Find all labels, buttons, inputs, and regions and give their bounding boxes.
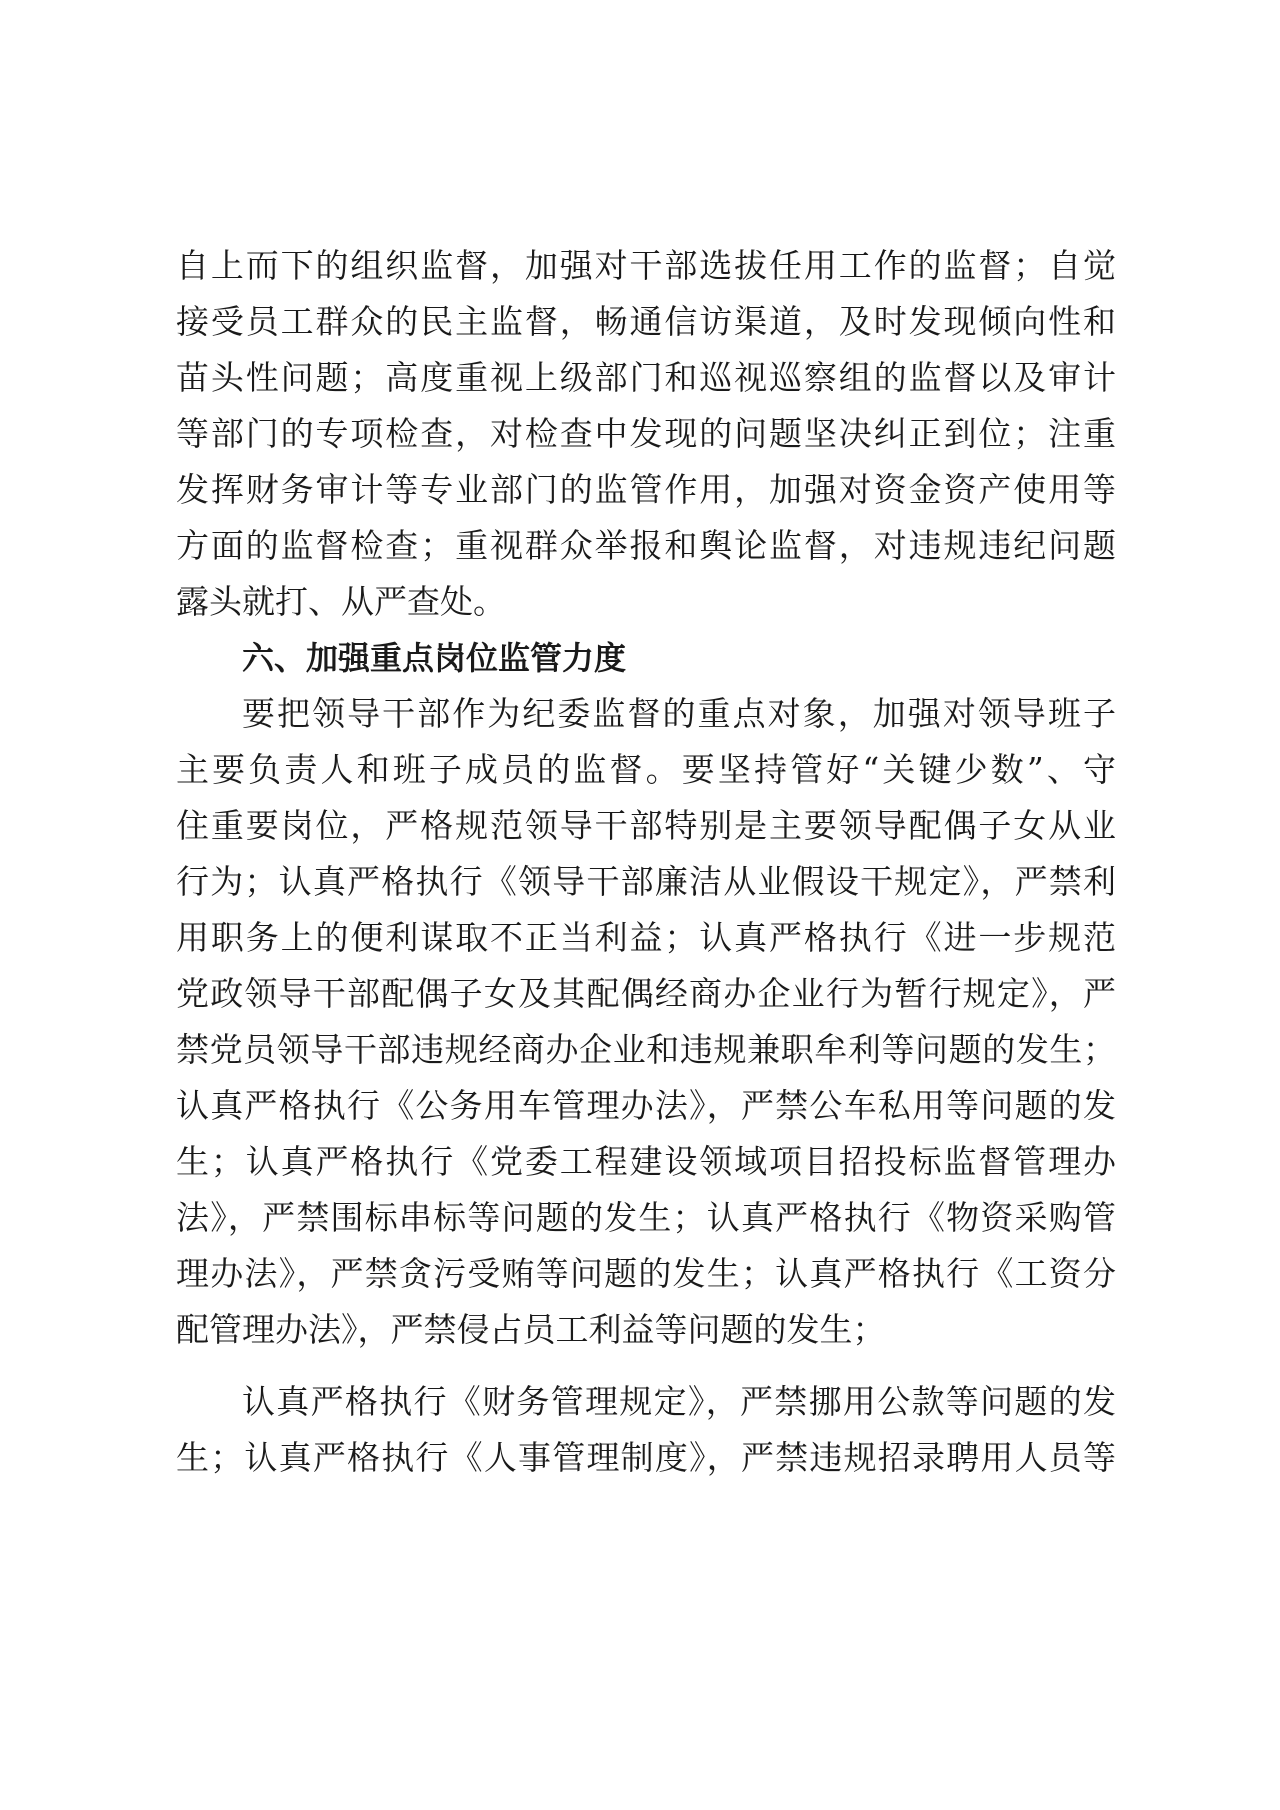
text-line: 配管理办法》，严禁侵占员工利益等问题的发生；: [176, 1310, 886, 1349]
paragraph-key-positions: [176, 686, 1116, 1358]
text-line: 理办法》，严禁贪污受贿等问题的发生；认真严格执行《工资分: [176, 1254, 1116, 1293]
text-line: 接受员工群众的民主监督，畅通信访渠道，及时发现倾向性和: [176, 302, 1116, 341]
text-line: 方面的监督检查；重视群众举报和舆论监督，对违规违纪问题: [176, 526, 1116, 565]
section-heading: 六、加强重点岗位监管力度: [242, 639, 627, 677]
text-line: 住重要岗位，严格规范领导干部特别是主要领导配偶子女从业: [176, 806, 1116, 845]
text-line: 发挥财务审计等专业部门的监管作用，加强对资金资产使用等: [176, 470, 1116, 509]
text-line: 法》，严禁围标串标等问题的发生；认真严格执行《物资采购管: [176, 1198, 1116, 1237]
text-line: 禁党员领导干部违规经商办企业和违规兼职牟利等问题的发生；: [176, 1030, 1116, 1069]
text-line: 用职务上的便利谋取不正当利益；认真严格执行《进一步规范: [176, 918, 1116, 957]
paragraph-supervision: [176, 238, 1116, 630]
text-line: 要把领导干部作为纪委监督的重点对象，加强对领导班子: [242, 694, 1116, 733]
text-line: 认真严格执行《财务管理规定》，严禁挪用公款等问题的发: [242, 1382, 1116, 1421]
text-line: 生；认真严格执行《党委工程建设领域项目招投标监督管理办: [176, 1142, 1116, 1181]
document-body: [176, 238, 1116, 1486]
paragraph-finance-personnel: [176, 1374, 1116, 1486]
text-line: 主要负责人和班子成员的监督。要坚持管好“关键少数”、守: [176, 750, 1116, 789]
text-line: 等部门的专项检查，对检查中发现的问题坚决纠正到位；注重: [176, 414, 1116, 453]
text-line: 行为；认真严格执行《领导干部廉洁从业假设干规定》，严禁利: [176, 862, 1116, 901]
text-line: 苗头性问题；高度重视上级部门和巡视巡察组的监督以及审计: [176, 358, 1116, 397]
text-line: 露头就打、从严查处。: [176, 582, 506, 621]
text-line: 生；认真严格执行《人事管理制度》，严禁违规招录聘用人员等: [176, 1438, 1116, 1477]
text-line: 党政领导干部配偶子女及其配偶经商办企业行为暂行规定》，严: [176, 974, 1116, 1013]
text-line: 认真严格执行《公务用车管理办法》，严禁公车私用等问题的发: [176, 1086, 1116, 1125]
text-line: 自上而下的组织监督，加强对干部选拔任用工作的监督；自觉: [176, 246, 1116, 285]
